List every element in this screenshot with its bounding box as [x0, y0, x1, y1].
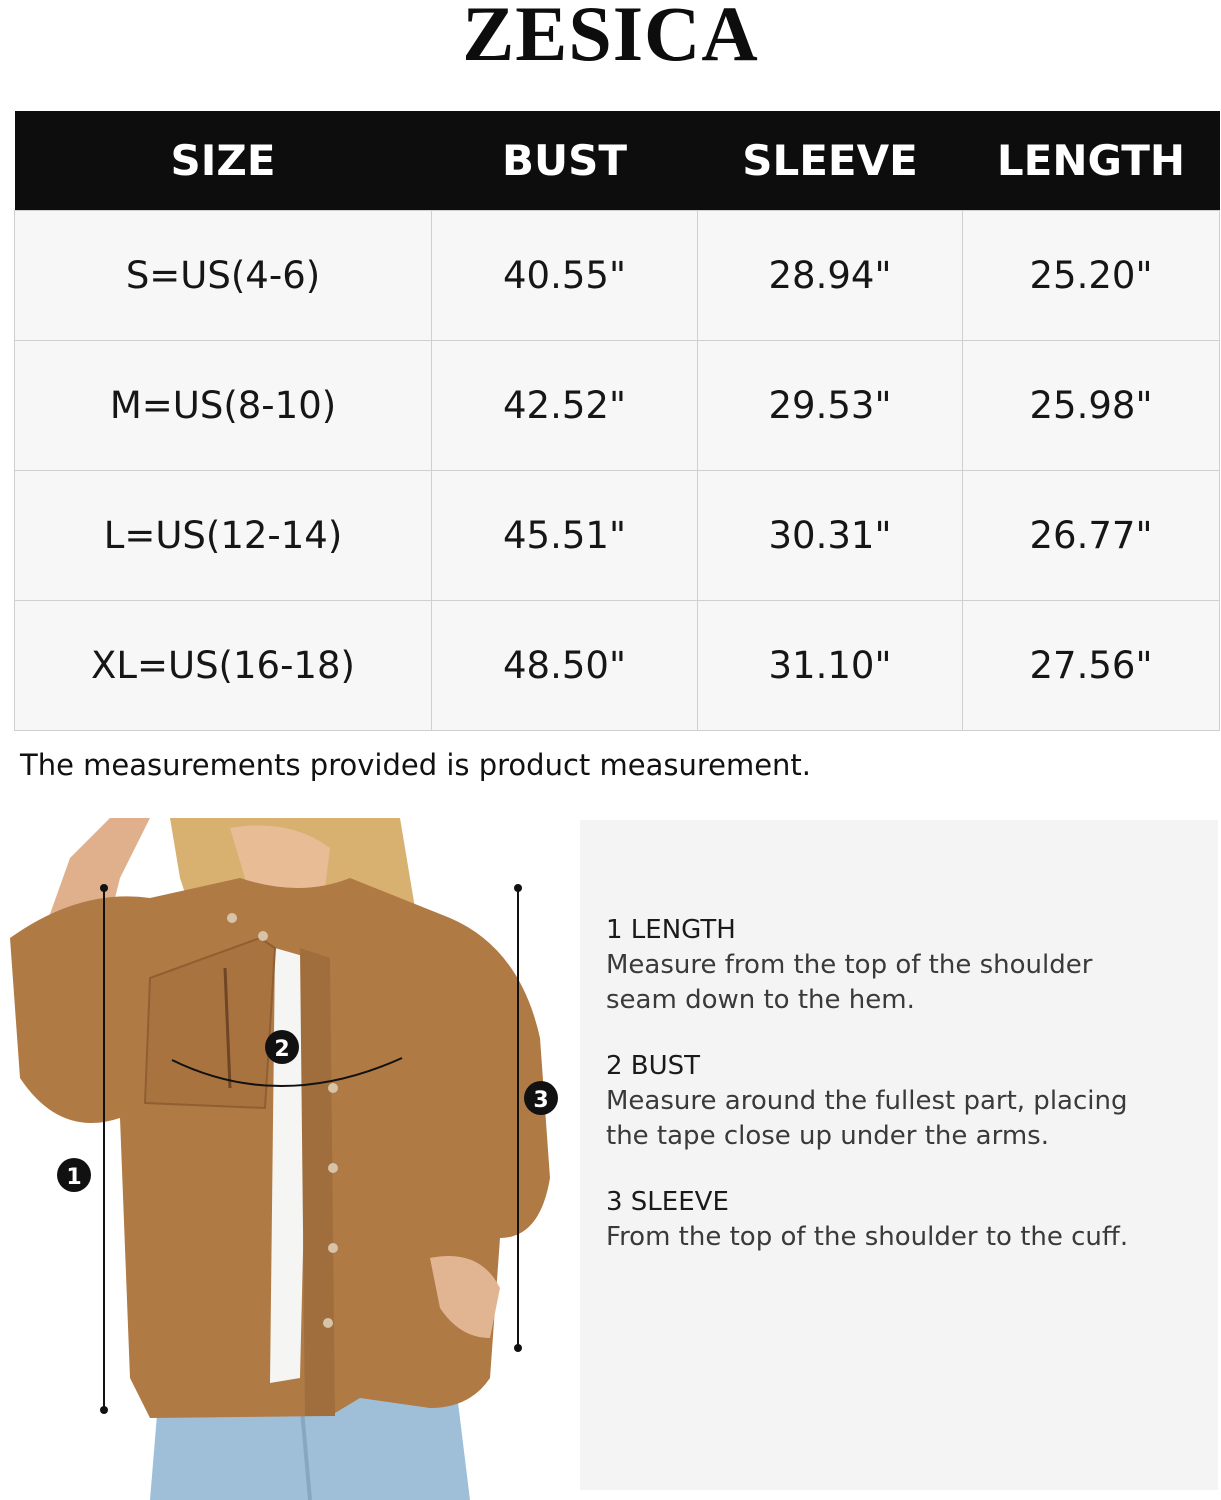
jacket-photo	[0, 818, 560, 1500]
cell-sleeve: 31.10"	[698, 601, 963, 731]
cell-sleeve: 30.31"	[698, 471, 963, 601]
cell-length: 25.20"	[963, 211, 1220, 341]
header-sleeve: SLEEVE	[698, 111, 963, 211]
guide-length	[606, 913, 1092, 1018]
guide-length-title: 1 LENGTH	[606, 915, 736, 945]
measurement-guide-panel	[580, 820, 1218, 1490]
guide-bust	[606, 1049, 1127, 1154]
cell-sleeve: 29.53"	[698, 341, 963, 471]
cell-size: L=US(12-14)	[15, 471, 432, 601]
cell-size: XL=US(16-18)	[15, 601, 432, 731]
marker-2: 2	[274, 1037, 290, 1062]
cell-bust: 42.52"	[432, 341, 698, 471]
guide-length-line-2: seam down to the hem.	[606, 985, 915, 1015]
cell-length: 26.77"	[963, 471, 1220, 601]
size-chart-table	[14, 111, 1220, 731]
guide-bust-title: 2 BUST	[606, 1051, 701, 1081]
guide-sleeve	[606, 1185, 1128, 1255]
brand-logo: ZESICA	[462, 0, 759, 77]
guide-length-line-1: Measure from the top of the shoulder	[606, 950, 1093, 980]
table-header-row	[15, 111, 1220, 211]
guide-sleeve-title: 3 SLEEVE	[606, 1187, 729, 1217]
cell-bust: 45.51"	[432, 471, 698, 601]
cell-length: 27.56"	[963, 601, 1220, 731]
header-bust: BUST	[432, 111, 698, 211]
guide-bust-line-1: Measure around the fullest part, placing	[606, 1086, 1128, 1116]
cell-sleeve: 28.94"	[698, 211, 963, 341]
cell-size: M=US(8-10)	[15, 341, 432, 471]
header-size: SIZE	[15, 111, 432, 211]
cell-length: 25.98"	[963, 341, 1220, 471]
header-length: LENGTH	[963, 111, 1220, 211]
table-row	[15, 211, 1220, 341]
table-row	[15, 471, 1220, 601]
guide-bust-line-2: the tape close up under the arms.	[606, 1121, 1049, 1151]
table-row	[15, 341, 1220, 471]
measurement-note: The measurements provided is product measurement.	[20, 748, 812, 782]
cell-bust: 40.55"	[432, 211, 698, 341]
cell-size: S=US(4-6)	[15, 211, 432, 341]
marker-3: 3	[533, 1088, 549, 1113]
marker-1: 1	[66, 1165, 82, 1190]
guide-sleeve-line-1: From the top of the shoulder to the cuff.	[606, 1222, 1129, 1252]
cell-bust: 48.50"	[432, 601, 698, 731]
table-row	[15, 601, 1220, 731]
